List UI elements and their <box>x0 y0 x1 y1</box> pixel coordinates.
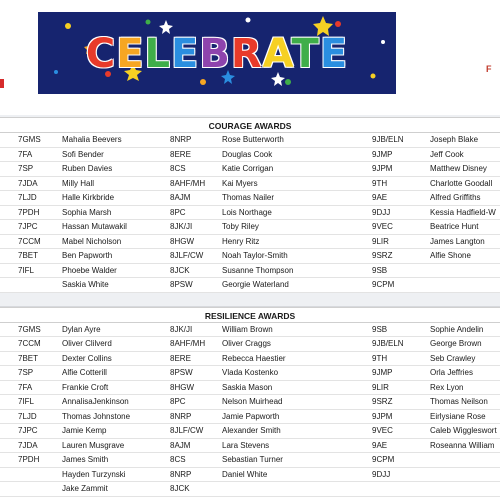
name-y7-cell: Phoebe Walder <box>62 265 117 275</box>
courage-awards-title <box>0 117 500 133</box>
table-row <box>0 206 500 221</box>
name-y7-cell: Frankie Croft <box>62 382 109 392</box>
table-row <box>0 410 500 425</box>
name-y7-cell: James Smith <box>62 455 109 464</box>
form-y8-cell: 8ERE <box>170 149 191 159</box>
form-y7-cell: 7GMS <box>18 135 41 144</box>
form-y7-cell: 7JPC <box>18 426 38 435</box>
table-row <box>0 278 500 293</box>
form-y7-cell: 7FA <box>18 149 33 159</box>
form-y8-cell: 8NRP <box>170 469 192 479</box>
table-row <box>0 323 500 338</box>
form-y8-cell: 8JCK <box>170 265 190 275</box>
name-y7-cell: Sophia Marsh <box>62 207 112 217</box>
table-row <box>0 162 500 177</box>
banner-letter: A <box>262 31 292 77</box>
table-row <box>0 235 500 250</box>
name-y9-cell: Roseanna William <box>430 440 495 450</box>
form-y7-cell: 7CCM <box>18 339 41 348</box>
spreadsheet-gap <box>0 293 500 307</box>
name-y9-cell: Thomas Neilson <box>430 397 488 406</box>
name-y7-cell: Jake Zammit <box>62 484 108 493</box>
name-y9-cell: James Langton <box>430 236 485 246</box>
name-y7-cell: Thomas Johnstone <box>62 411 131 421</box>
form-y7-cell: 7SP <box>18 164 34 173</box>
form-y9-cell: 9JPM <box>372 164 393 173</box>
form-y7-cell: 7JDA <box>18 440 38 450</box>
name-y8-cell: William Brown <box>222 324 273 334</box>
awards-sheet <box>0 115 500 497</box>
table-row <box>0 468 500 483</box>
form-y8-cell: 8NRP <box>170 135 192 144</box>
table-row <box>0 439 500 454</box>
name-y8-cell: Daniel White <box>222 469 268 479</box>
form-y8-cell: 8PC <box>170 207 186 217</box>
name-y7-cell: Sofi Bender <box>62 149 104 159</box>
form-y9-cell: 9DJJ <box>372 207 391 217</box>
name-y9-cell: Kessia Hadfield-W <box>430 207 496 217</box>
name-y8-cell: Thomas Nailer <box>222 193 275 202</box>
name-y8-cell: Oliver Craggs <box>222 339 271 348</box>
name-y8-cell: Sebastian Turner <box>222 455 283 464</box>
form-y8-cell: 8JK/JI <box>170 324 193 334</box>
name-y9-cell: Jeff Cook <box>430 149 464 159</box>
resilience-awards-title <box>0 307 500 323</box>
name-y9-cell: Alfred Griffiths <box>430 193 481 202</box>
form-y7-cell: 7IFL <box>18 397 35 406</box>
form-y8-cell: 8HGW <box>170 382 194 392</box>
name-y8-cell: Douglas Cook <box>222 149 273 159</box>
table-row <box>0 337 500 352</box>
table-row <box>0 177 500 192</box>
form-y9-cell: 9TH <box>372 178 388 188</box>
form-y9-cell: 9LIR <box>372 382 389 392</box>
form-y9-cell: 9LIR <box>372 236 389 246</box>
name-y8-cell: Lara Stevens <box>222 440 270 450</box>
name-y7-cell: Dylan Ayre <box>62 324 101 334</box>
table-row <box>0 381 500 396</box>
name-y7-cell: Jamie Kemp <box>62 426 107 435</box>
name-y9-cell: Alfie Shone <box>430 251 471 260</box>
name-y7-cell: Lauren Musgrave <box>62 440 125 450</box>
table-row <box>0 220 500 235</box>
name-y8-cell: Katie Corrigan <box>222 164 274 173</box>
form-y7-cell: 7LJD <box>18 411 37 421</box>
name-y8-cell: Nelson Muirhead <box>222 397 283 406</box>
name-y7-cell: Dexter Collins <box>62 353 112 363</box>
form-y7-cell: 7IFL <box>18 265 35 275</box>
form-y7-cell: 7PDH <box>18 455 40 464</box>
name-y7-cell: Milly Hall <box>62 178 94 188</box>
name-y7-cell: Mahalia Beevers <box>62 135 122 144</box>
form-y8-cell: 8CS <box>170 164 186 173</box>
form-y9-cell: 9JMP <box>372 149 393 159</box>
name-y7-cell: Hayden Turzynski <box>62 469 126 479</box>
table-row <box>0 424 500 439</box>
name-y9-cell: Caleb Wiggleswort <box>430 426 497 435</box>
resilience-awards-table <box>0 323 500 497</box>
banner-letter: R <box>230 31 263 77</box>
form-y8-cell: 8NRP <box>170 411 192 421</box>
form-y9-cell: 9VEC <box>372 222 393 231</box>
form-y8-cell: 8AHF/MH <box>170 339 206 348</box>
banner-letter: T <box>291 31 320 77</box>
banner-letter: L <box>144 31 172 77</box>
name-y9-cell: Charlotte Goodall <box>430 178 493 188</box>
section-title: RESILIENCE AWARDS <box>204 310 296 321</box>
banner-letter: E <box>171 31 200 77</box>
table-row <box>0 453 500 468</box>
banner-letter: E <box>116 31 145 77</box>
form-y9-cell: 9JB/ELN <box>372 339 404 348</box>
name-y9-cell: Eirlysiane Rose <box>430 411 486 421</box>
name-y8-cell: Toby Riley <box>222 222 259 231</box>
table-row <box>0 249 500 264</box>
form-y9-cell: 9SRZ <box>372 251 393 260</box>
banner-letter: C <box>85 31 117 77</box>
name-y8-cell: Henry Ritz <box>222 236 260 246</box>
name-y9-cell: Beatrice Hunt <box>430 222 479 231</box>
form-y9-cell: 9JB/ELN <box>372 135 404 144</box>
name-y7-cell: AnnalisaJenkinson <box>62 397 129 406</box>
table-row <box>0 366 500 381</box>
name-y7-cell: Ruben Davies <box>62 164 113 173</box>
name-y7-cell: Alfie Cotterill <box>62 368 107 377</box>
banner-letter: B <box>199 31 231 77</box>
name-y8-cell: Noah Taylor-Smith <box>222 251 288 260</box>
section-title: COURAGE AWARDS <box>208 121 292 131</box>
name-y7-cell: Halle Kirkbride <box>62 193 115 202</box>
name-y9-cell: Seb Crawley <box>430 353 476 363</box>
form-y8-cell: 8JLF/CW <box>170 251 204 260</box>
form-y7-cell: 7GMS <box>18 324 41 334</box>
form-y9-cell: 9TH <box>372 353 388 363</box>
form-y8-cell: 8ERE <box>170 353 191 363</box>
table-row <box>0 133 500 148</box>
courage-awards-table <box>0 133 500 293</box>
school-logo-fragment-left <box>0 79 4 88</box>
banner-letter: E <box>319 31 349 77</box>
name-y8-cell: Kai Myers <box>222 178 258 188</box>
name-y7-cell: Ben Papworth <box>62 251 113 260</box>
form-y8-cell: 8PSW <box>170 280 193 289</box>
name-y8-cell: Alexander Smith <box>222 426 281 435</box>
table-row <box>0 148 500 163</box>
school-logo-fragment-right: F <box>486 64 492 74</box>
form-y9-cell: 9SRZ <box>372 397 393 406</box>
name-y7-cell: Saskia White <box>62 280 109 289</box>
form-y9-cell: 9JPM <box>372 411 393 421</box>
name-y7-cell: Hassan Mutawakil <box>62 222 127 231</box>
celebrate-wordmark <box>38 30 396 78</box>
table-row <box>0 191 500 206</box>
form-y9-cell: 9AE <box>372 193 388 202</box>
name-y9-cell: George Brown <box>430 339 482 348</box>
form-y9-cell: 9SB <box>372 265 388 275</box>
form-y8-cell: 8CS <box>170 455 186 464</box>
form-y8-cell: 8AJM <box>170 440 191 450</box>
name-y8-cell: Saskia Mason <box>222 382 273 392</box>
table-row <box>0 264 500 279</box>
name-y9-cell: Rex Lyon <box>430 382 464 392</box>
form-y8-cell: 8AJM <box>170 193 191 202</box>
name-y8-cell: Rose Butterworth <box>222 135 284 144</box>
form-y8-cell: 8AHF/MH <box>170 178 206 188</box>
celebrate-banner <box>38 12 396 94</box>
name-y7-cell: Mabel Nicholson <box>62 236 122 246</box>
form-y8-cell: 8JK/JI <box>170 222 193 231</box>
name-y8-cell: Georgie Waterland <box>222 280 289 289</box>
name-y9-cell: Sophie Andelin <box>430 324 484 334</box>
form-y9-cell: 9AE <box>372 440 388 450</box>
form-y7-cell: 7BET <box>18 353 39 363</box>
name-y8-cell: Rebecca Haestier <box>222 353 286 363</box>
name-y8-cell: Vlada Kostenko <box>222 368 279 377</box>
form-y8-cell: 8JLF/CW <box>170 426 204 435</box>
form-y7-cell: 7FA <box>18 382 33 392</box>
form-y9-cell: 9DJJ <box>372 469 391 479</box>
table-row <box>0 482 500 497</box>
name-y9-cell: Orla Jeffries <box>430 368 473 377</box>
form-y7-cell: 7PDH <box>18 207 40 217</box>
form-y7-cell: 7JDA <box>18 178 38 188</box>
table-row <box>0 395 500 410</box>
name-y7-cell: Oliver Clilverd <box>62 339 112 348</box>
form-y7-cell: 7BET <box>18 251 39 260</box>
form-y9-cell: 9JMP <box>372 368 393 377</box>
form-y7-cell: 7CCM <box>18 236 41 246</box>
form-y9-cell: 9CPM <box>372 280 395 289</box>
form-y7-cell: 7SP <box>18 368 34 377</box>
form-y8-cell: 8PSW <box>170 368 193 377</box>
name-y8-cell: Susanne Thompson <box>222 265 294 275</box>
form-y9-cell: 9CPM <box>372 455 395 464</box>
form-y8-cell: 8HGW <box>170 236 194 246</box>
name-y9-cell: Matthew Disney <box>430 164 487 173</box>
name-y9-cell: Joseph Blake <box>430 135 479 144</box>
form-y9-cell: 9VEC <box>372 426 393 435</box>
name-y8-cell: Lois Northage <box>222 207 272 217</box>
form-y8-cell: 8JCK <box>170 484 190 493</box>
form-y7-cell: 7LJD <box>18 193 37 202</box>
form-y8-cell: 8PC <box>170 397 186 406</box>
form-y7-cell: 7JPC <box>18 222 38 231</box>
table-row <box>0 352 500 367</box>
name-y8-cell: Jamie Papworth <box>222 411 280 421</box>
form-y9-cell: 9SB <box>372 324 388 334</box>
